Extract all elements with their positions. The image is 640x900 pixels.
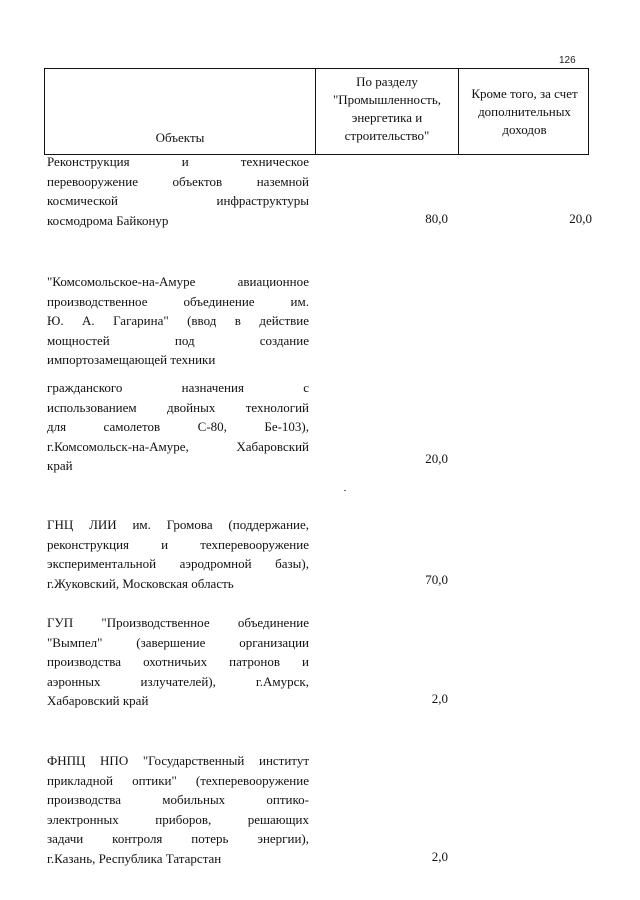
description-line: Ю. А. Гагарина" (ввод в действие bbox=[47, 313, 309, 329]
table-header bbox=[44, 68, 589, 155]
description-line: г.Жуковский, Московская область bbox=[47, 575, 234, 591]
table-row bbox=[47, 751, 592, 869]
extra-value: 20,0 bbox=[569, 211, 592, 226]
description-line: производства мобильных оптико- bbox=[47, 792, 309, 808]
description-line: край bbox=[47, 458, 73, 474]
description-line: "Вымпел" (завершение организации bbox=[47, 634, 309, 650]
description-line: реконструкция и техперевооружение bbox=[47, 536, 309, 552]
row-description bbox=[47, 751, 309, 869]
description-line: Реконструкция и техническое bbox=[47, 154, 309, 169]
description-line: аэронных излучателей), г.Амурск, bbox=[47, 673, 309, 689]
description-line: перевооружение объектов наземной bbox=[47, 173, 309, 189]
scan-speck bbox=[344, 490, 346, 491]
description-line: производственное объединение им. bbox=[47, 293, 309, 309]
section-value: 70,0 bbox=[425, 572, 448, 587]
description-line: ФНПЦ НПО "Государственный институт bbox=[47, 753, 309, 768]
table-row bbox=[47, 272, 592, 476]
description-line: экспериментальной аэродромной базы), bbox=[47, 556, 309, 572]
description-line: "Комсомольское-на-Амуре авиационное bbox=[47, 274, 309, 289]
table-row bbox=[47, 613, 592, 711]
section-value: 80,0 bbox=[425, 211, 448, 226]
table-row bbox=[47, 152, 592, 230]
header-section: По разделу "Промышленность, энергетика и строительство" bbox=[332, 74, 442, 143]
description-line: космической инфраструктуры bbox=[47, 193, 309, 209]
description-line: г.Комсомольск-на-Амуре, Хабаровский bbox=[47, 438, 309, 454]
row-description bbox=[47, 515, 309, 593]
description-line: ГУП "Производственное объединение bbox=[47, 615, 309, 630]
header-extra-income: Кроме того, за счет дополнительных доходов bbox=[471, 86, 578, 137]
description-line: Хабаровский край bbox=[47, 693, 149, 709]
description-line: гражданского назначения с bbox=[47, 379, 309, 395]
table-row bbox=[47, 515, 592, 593]
section-value: 2,0 bbox=[431, 691, 448, 706]
header-objects: Объекты bbox=[155, 130, 205, 145]
description-line: мощностей под создание bbox=[47, 332, 309, 348]
section-value: 2,0 bbox=[431, 849, 448, 864]
description-line: г.Казань, Республика Татарстан bbox=[47, 850, 222, 866]
page-number: 126 bbox=[559, 55, 576, 66]
description-line: использованием двойных технологий bbox=[47, 399, 309, 415]
description-line: космодрома Байконур bbox=[47, 212, 169, 228]
row-description bbox=[47, 152, 309, 230]
description-line: импортозамещающей техники bbox=[47, 352, 216, 368]
description-line: электронных приборов, решающих bbox=[47, 811, 309, 827]
description-line: для самолетов С-80, Бе-103), bbox=[47, 419, 309, 435]
row-description bbox=[47, 272, 309, 476]
description-line: производства охотничьих патронов и bbox=[47, 654, 309, 670]
description-line: прикладной оптики" (техперевооружение bbox=[47, 772, 309, 788]
description-line: ГНЦ ЛИИ им. Громова (поддержание, bbox=[47, 517, 309, 532]
row-description bbox=[47, 613, 309, 711]
description-line: задачи контроля потерь энергии), bbox=[47, 831, 309, 847]
section-value: 20,0 bbox=[425, 451, 448, 466]
